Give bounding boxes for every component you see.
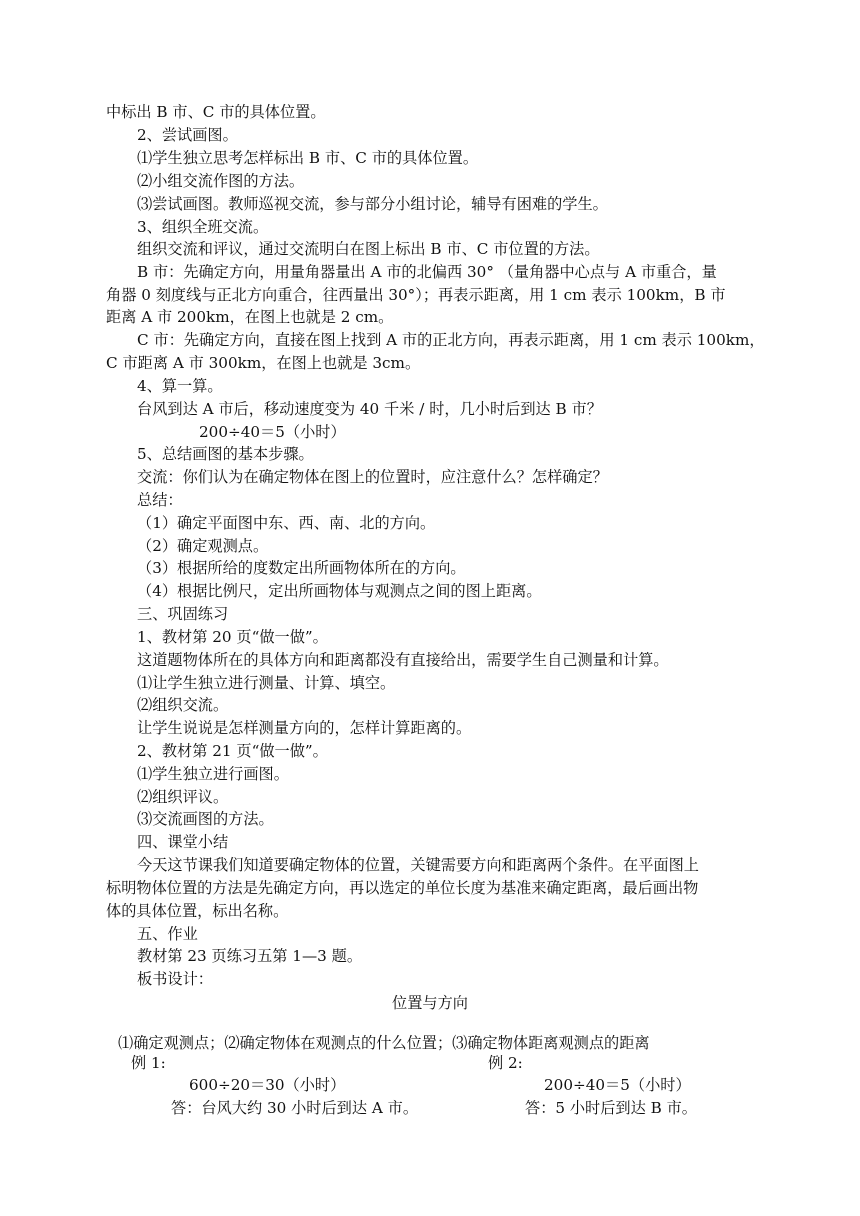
text-line: 让学生说说是怎样测量方向的，怎样计算距离的。 xyxy=(137,719,472,737)
text-line: 板书设计： xyxy=(137,970,213,988)
text-line: 体的具体位置，标出名称。 xyxy=(106,902,289,920)
text-line: 角器 0 刻度线与正北方向重合，往西量出 30°）；再表示距离，用 1 cm 表示 100km，B 市 xyxy=(106,286,726,304)
text-line: 1、教材第 20 页“做一做”。 xyxy=(137,628,328,646)
example-2-calc: 200÷40＝5（小时） xyxy=(544,1076,691,1094)
section-heading: 三、巩固练习 xyxy=(137,605,229,623)
text-line: （1）确定平面图中东、西、南、北的方向。 xyxy=(137,514,436,532)
text-line: ⑶交流画图的方法。 xyxy=(137,810,274,828)
text-line: 标明物体位置的方法是先确定方向，再以选定的单位长度为基准来确定距离，最后画出物 xyxy=(106,879,699,897)
text-line: ⑶尝试画图。教师巡视交流，参与部分小组讨论，辅导有困难的学生。 xyxy=(137,195,608,213)
text-line: 这道题物体所在的具体方向和距离都没有直接给出，需要学生自己测量和计算。 xyxy=(137,651,669,669)
text-line: 交流：你们认为在确定物体在图上的位置时，应注意什么？怎样确定？ xyxy=(137,468,608,486)
text-line: ⑵小组交流作图的方法。 xyxy=(137,172,305,190)
text-line: ⑴让学生独立进行测量、计算、填空。 xyxy=(137,674,396,692)
text-line: 距离 A 市 200km，在图上也就是 2 cm。 xyxy=(106,308,394,326)
text-line: 5、总结画图的基本步骤。 xyxy=(137,445,314,463)
text-line: 2、尝试画图。 xyxy=(137,126,238,144)
example-1-calc: 600÷20＝30（小时） xyxy=(189,1076,346,1094)
text-line: ⑴学生独立思考怎样标出 B 市、C 市的具体位置。 xyxy=(137,149,479,167)
section-heading: 五、作业 xyxy=(137,925,198,943)
text-line: 总结： xyxy=(137,491,183,509)
section-heading: 四、课堂小结 xyxy=(137,833,229,851)
text-line: C 市距离 A 市 300km，在图上也就是 3cm。 xyxy=(106,354,421,372)
text-line: 200÷40＝5（小时） xyxy=(199,423,346,441)
text-line: ⑵组织评议。 xyxy=(137,788,229,806)
text-line: 教材第 23 页练习五第 1—3 题。 xyxy=(137,947,363,965)
text-line: 2、教材第 21 页“做一做”。 xyxy=(137,742,328,760)
text-line: C 市：先确定方向，直接在图上找到 A 市的正北方向，再表示距离，用 1 cm 表示 100km， xyxy=(137,331,765,349)
text-line: 组织交流和评议，通过交流明白在图上标出 B 市、C 市位置的方法。 xyxy=(137,240,600,258)
text-line: 4、算一算。 xyxy=(137,377,223,395)
example-2-answer: 答：5 小时后到达 B 市。 xyxy=(525,1099,697,1117)
text-line: （2）确定观测点。 xyxy=(137,537,269,555)
example-1-label: 例 1: xyxy=(131,1054,166,1072)
example-2-label: 例 2: xyxy=(488,1054,523,1072)
board-steps: ⑴确定观测点；⑵确定物体在观测点的什么位置；⑶确定物体距离观测点的距离 xyxy=(118,1034,650,1052)
board-title: 位置与方向 xyxy=(392,994,468,1012)
text-line: ⑴学生独立进行画图。 xyxy=(137,765,289,783)
text-line: B 市：先确定方向，用量角器量出 A 市的北偏西 30° （量角器中心点与 A 市重合，量 xyxy=(137,263,717,281)
text-line: 今天这节课我们知道要确定物体的位置，关键需要方向和距离两个条件。在平面图上 xyxy=(137,856,699,874)
text-line: 中标出 B 市、C 市的具体位置。 xyxy=(106,103,326,121)
text-line: 台风到达 A 市后，移动速度变为 40 千米 / 时，几小时后到达 B 市？ xyxy=(137,400,602,418)
text-line: 3、组织全班交流。 xyxy=(137,218,269,236)
text-line: （4）根据比例尺，定出所画物体与观测点之间的图上距离。 xyxy=(137,582,542,600)
text-line: （3）根据所给的度数定出所画物体所在的方向。 xyxy=(137,559,466,577)
example-1-answer: 答：台风大约 30 小时后到达 A 市。 xyxy=(171,1099,419,1117)
text-line: ⑵组织交流。 xyxy=(137,696,229,714)
